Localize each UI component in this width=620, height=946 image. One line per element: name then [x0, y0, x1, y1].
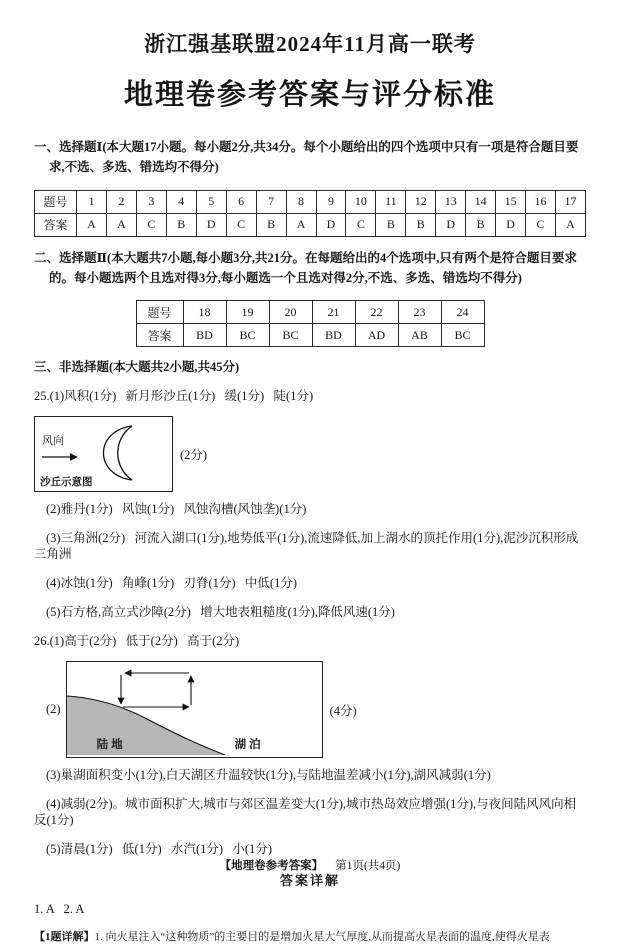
answer-cell: 1: [77, 190, 107, 213]
q26-answer-line-5: (5)清晨(1分) 低(1分) 水汽(1分) 小(1分): [46, 842, 273, 857]
q25-answer-line-4: (4)冰蚀(1分) 角峰(1分) 刃脊(1分) 中低(1分): [46, 576, 298, 591]
explanation-label: 【1题详解】: [34, 931, 95, 944]
answer-cell: B: [466, 213, 496, 236]
explanation-paragraph: [34, 929, 586, 946]
land-shape: [67, 696, 225, 755]
figure-score: (4分): [329, 703, 357, 718]
answer-cell: 8: [286, 190, 316, 213]
q26-answer-line-1: 26.(1)高于(2分) 低于(2分) 高于(2分): [34, 633, 240, 648]
answer-cell: 17: [556, 190, 586, 213]
answer-cell: BC: [226, 324, 269, 347]
figure-score: (2分): [180, 448, 208, 463]
answer-cell: 23: [398, 301, 441, 324]
section3-heading: 三、非选择题(本大题共2小题,共45分): [34, 360, 240, 375]
answer-cell: C: [526, 213, 556, 236]
answer-cell: C: [226, 213, 256, 236]
table-row-answers: [136, 324, 484, 347]
answer-cell: BD: [183, 324, 226, 347]
answer-cell: 21: [312, 301, 355, 324]
answer-cell: 14: [466, 190, 496, 213]
answer-key-title: 地理卷参考答案与评分标准: [123, 79, 496, 112]
q26-answer-line-3: (3)巢湖面积变小(1分),白天湖区升温较快(1分),与陆地温差减小(1分),湖风减弱(1分): [46, 768, 491, 783]
circulation-loop-arrows: [121, 673, 191, 707]
answer-cell: 2: [106, 190, 136, 213]
answer-cell: 11: [376, 190, 406, 213]
mcq-table-2: [136, 300, 485, 347]
details-answers: 1. A 2. A: [34, 901, 85, 916]
answer-cell: B: [166, 213, 196, 236]
dune-caption: 沙丘示意图: [40, 477, 93, 489]
answer-cell: 19: [226, 301, 269, 324]
answer-cell: 15: [496, 190, 526, 213]
answer-cell: C: [136, 213, 166, 236]
answer-cell: 20: [269, 301, 312, 324]
answer-cell: 7: [256, 190, 286, 213]
answer-cell: 10: [346, 190, 376, 213]
answer-cell: AD: [355, 324, 398, 347]
table-row-question-numbers: [136, 301, 484, 324]
answer-cell: C: [346, 213, 376, 236]
footer-book-title: 【地理卷参考答案】: [219, 860, 324, 872]
answer-cell: 4: [166, 190, 196, 213]
answer-cell: 3: [136, 190, 166, 213]
mcq-table-1: [34, 190, 586, 237]
row-header-question-number: 题号: [136, 301, 183, 324]
q25-answer-line-5: (5)石方格,高立式沙障(2分) 增大地表粗糙度(1分),降低风速(1分): [46, 604, 395, 619]
answer-cell: A: [286, 213, 316, 236]
answer-cell: 9: [316, 190, 346, 213]
section1-heading: 一、选择题Ⅰ(本大题17小题。每小题2分,共34分。每个小题给出的四个选项中只有一项是符合题目要求,不选、多选、错选均不得分): [34, 140, 579, 175]
answer-cell: 24: [441, 301, 484, 324]
answer-cell: D: [436, 213, 466, 236]
answer-cell: D: [196, 213, 226, 236]
page-footer: [0, 857, 620, 873]
answer-cell: AB: [398, 324, 441, 347]
answer-cell: A: [556, 213, 586, 236]
answer-cell: 18: [183, 301, 226, 324]
answer-cell: A: [77, 213, 107, 236]
wind-direction-label: 风向: [42, 435, 64, 448]
exam-title: 浙江强基联盟2024年11月高一联考: [144, 32, 476, 57]
q25-answer-line-3: (3)三角洲(2分) 河流入湖口(1分),地势低平(1分),流速降低,加上湖水的顶托作用(1分),泥沙沉积形成三角洲: [34, 531, 579, 562]
table-row-answers: [35, 213, 586, 236]
answer-cell: 5: [196, 190, 226, 213]
footer-page-number: 第1页(共4页): [335, 860, 401, 872]
answer-cell: D: [316, 213, 346, 236]
answer-cell: 16: [526, 190, 556, 213]
answer-cell: BC: [441, 324, 484, 347]
q25-answer-line-2: (2)雅丹(1分) 风蚀(1分) 风蚀沟槽(风蚀垄)(1分): [46, 502, 307, 517]
answer-cell: 13: [436, 190, 466, 213]
answer-cell: 12: [406, 190, 436, 213]
answer-cell: 6: [226, 190, 256, 213]
answer-cell: B: [406, 213, 436, 236]
answer-cell: B: [376, 213, 406, 236]
answer-cell: BC: [269, 324, 312, 347]
row-header-answer: 答案: [136, 324, 183, 347]
lake-breeze-figure-row: [34, 661, 586, 758]
crescent-dune-shape: [104, 426, 133, 480]
q25-answer-line-1: 25.(1)风积(1分) 新月形沙丘(1分) 缓(1分) 陡(1分): [34, 388, 314, 403]
answer-cell: 22: [355, 301, 398, 324]
section2-heading: 二、选择题Ⅱ(本大题共7小题,每小题3分,共21分。在每题给出的4个选项中,只有两个是符合题目要求的。每小题选两个且选对得3分,每小题选一个且选对得2分,不选、多选、错选均不得分): [34, 250, 577, 285]
land-label: 陆地: [96, 739, 126, 752]
dune-figure-row: [34, 416, 586, 492]
lake-label: 湖泊: [234, 739, 264, 752]
item-2-label: (2): [46, 702, 61, 717]
sand-dune-figure: [34, 416, 173, 492]
answer-cell: D: [496, 213, 526, 236]
answer-cell: BD: [312, 324, 355, 347]
lake-breeze-figure: [66, 661, 323, 758]
q26-answer-line-4: (4)减弱(2分)。城市面积扩大,城市与郊区温差变大(1分),城市热岛效应增强(1分),与夜间陆风风向相反(1分): [34, 797, 577, 828]
details-heading: 答案详解: [279, 872, 340, 888]
table-row-question-numbers: [35, 190, 586, 213]
row-header-answer: 答案: [35, 213, 77, 236]
answer-cell: A: [106, 213, 136, 236]
row-header-question-number: 题号: [35, 190, 77, 213]
answer-cell: B: [256, 213, 286, 236]
explanation-text: 1. 向火星注入“这种物质”的主要目的是增加火星大气厚度,从而提高火星表面的温度,使得火星表: [94, 931, 550, 944]
